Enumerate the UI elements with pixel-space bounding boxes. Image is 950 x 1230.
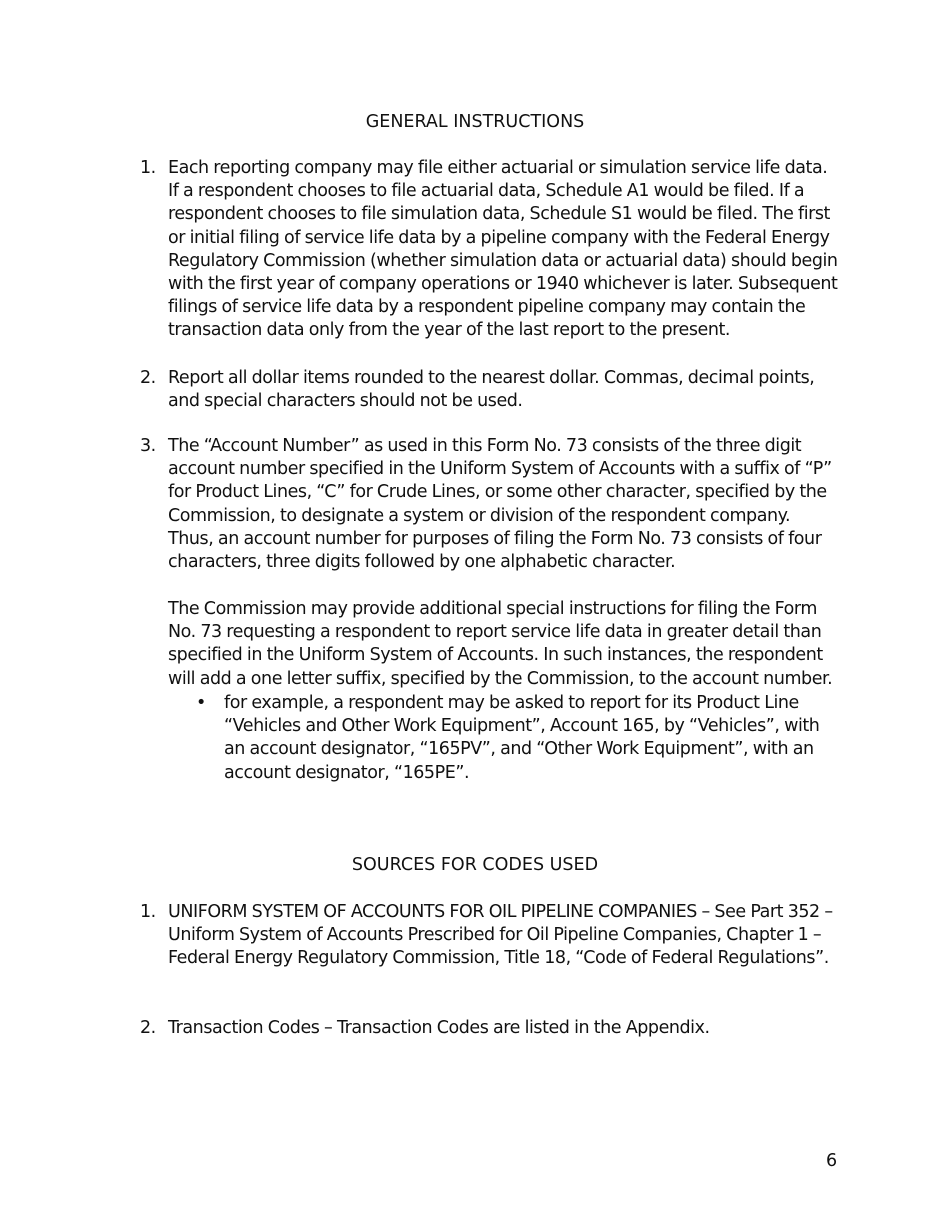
instruction-item-1 bbox=[140, 157, 840, 343]
additional-instructions-paragraph: The Commission may provide additional special instructions for filing the Form No. 73 requesting a respondent to report service life data in greater detail than specified in the Uniform System of Accounts. In such instances, the respondent will add a one letter suffix, specified by the Commission, to the account number. bbox=[168, 599, 833, 689]
item-text: Transaction Codes – Transaction Codes are listed in the Appendix. bbox=[168, 1018, 710, 1038]
bullet-symbol: • bbox=[196, 693, 206, 713]
item-text: UNIFORM SYSTEM OF ACCOUNTS FOR OIL PIPELINE COMPANIES – See Part 352 – Uniform System of Accounts Prescribed for Oil Pipeline Companies, Chapter 1 – Federal Energy Regulatory Commission, Title 18, “Code of Federal Regulations”. bbox=[168, 902, 833, 969]
item-text: The “Account Number” as used in this Form No. 73 consists of the three digit account number specified in the Uniform System of Accounts with a suffix of “P” for Product Lines, “C” for Crude Lines, or some other character, specified by the Commission, to designate a system or division of the respondent company. Thus, an account number for purposes of filing the Form No. 73 consists of four characters, three digits followed by one alphabetic character. bbox=[168, 436, 832, 573]
instruction-item-2 bbox=[140, 367, 840, 413]
item-number: 3. bbox=[140, 436, 156, 456]
source-item-2 bbox=[140, 1017, 840, 1040]
item-text: Each reporting company may file either actuarial or simulation service life data. If a respondent chooses to file actuarial data, Schedule A1 would be filed. If a respondent chooses to file simulation data, Schedule S1 would be filed. The first or initial filing of service life data by a pipeline company with the Federal Energy Regulatory Commission (whether simulation data or actuarial data) should begin with the first year of company operations or 1940 whichever is later. Subsequent filings of service life data by a respondent pipeline company may contain the transaction data only from the year of the last report to the present. bbox=[168, 158, 838, 341]
instruction-item-3 bbox=[140, 435, 840, 574]
example-bullet bbox=[196, 692, 840, 785]
source-item-1 bbox=[140, 901, 840, 971]
sources-heading: SOURCES FOR CODES USED bbox=[351, 855, 599, 875]
item-number: 1. bbox=[140, 902, 156, 922]
bullet-text: for example, a respondent may be asked to report for its Product Line “Vehicles and Other Work Equipment”, Account 165, by “Vehicles”, with an account designator, “165PV”, and “Other Work Equipment”, with an account designator, “165PE”. bbox=[224, 693, 820, 783]
page-number: 6 bbox=[826, 1151, 838, 1171]
item-number: 2. bbox=[140, 1018, 156, 1038]
item-text: Report all dollar items rounded to the nearest dollar. Commas, decimal points, and special characters should not be used. bbox=[168, 368, 815, 412]
general-instructions-heading: GENERAL INSTRUCTIONS bbox=[365, 112, 585, 132]
item-number: 1. bbox=[140, 158, 156, 178]
item-number: 2. bbox=[140, 368, 156, 388]
